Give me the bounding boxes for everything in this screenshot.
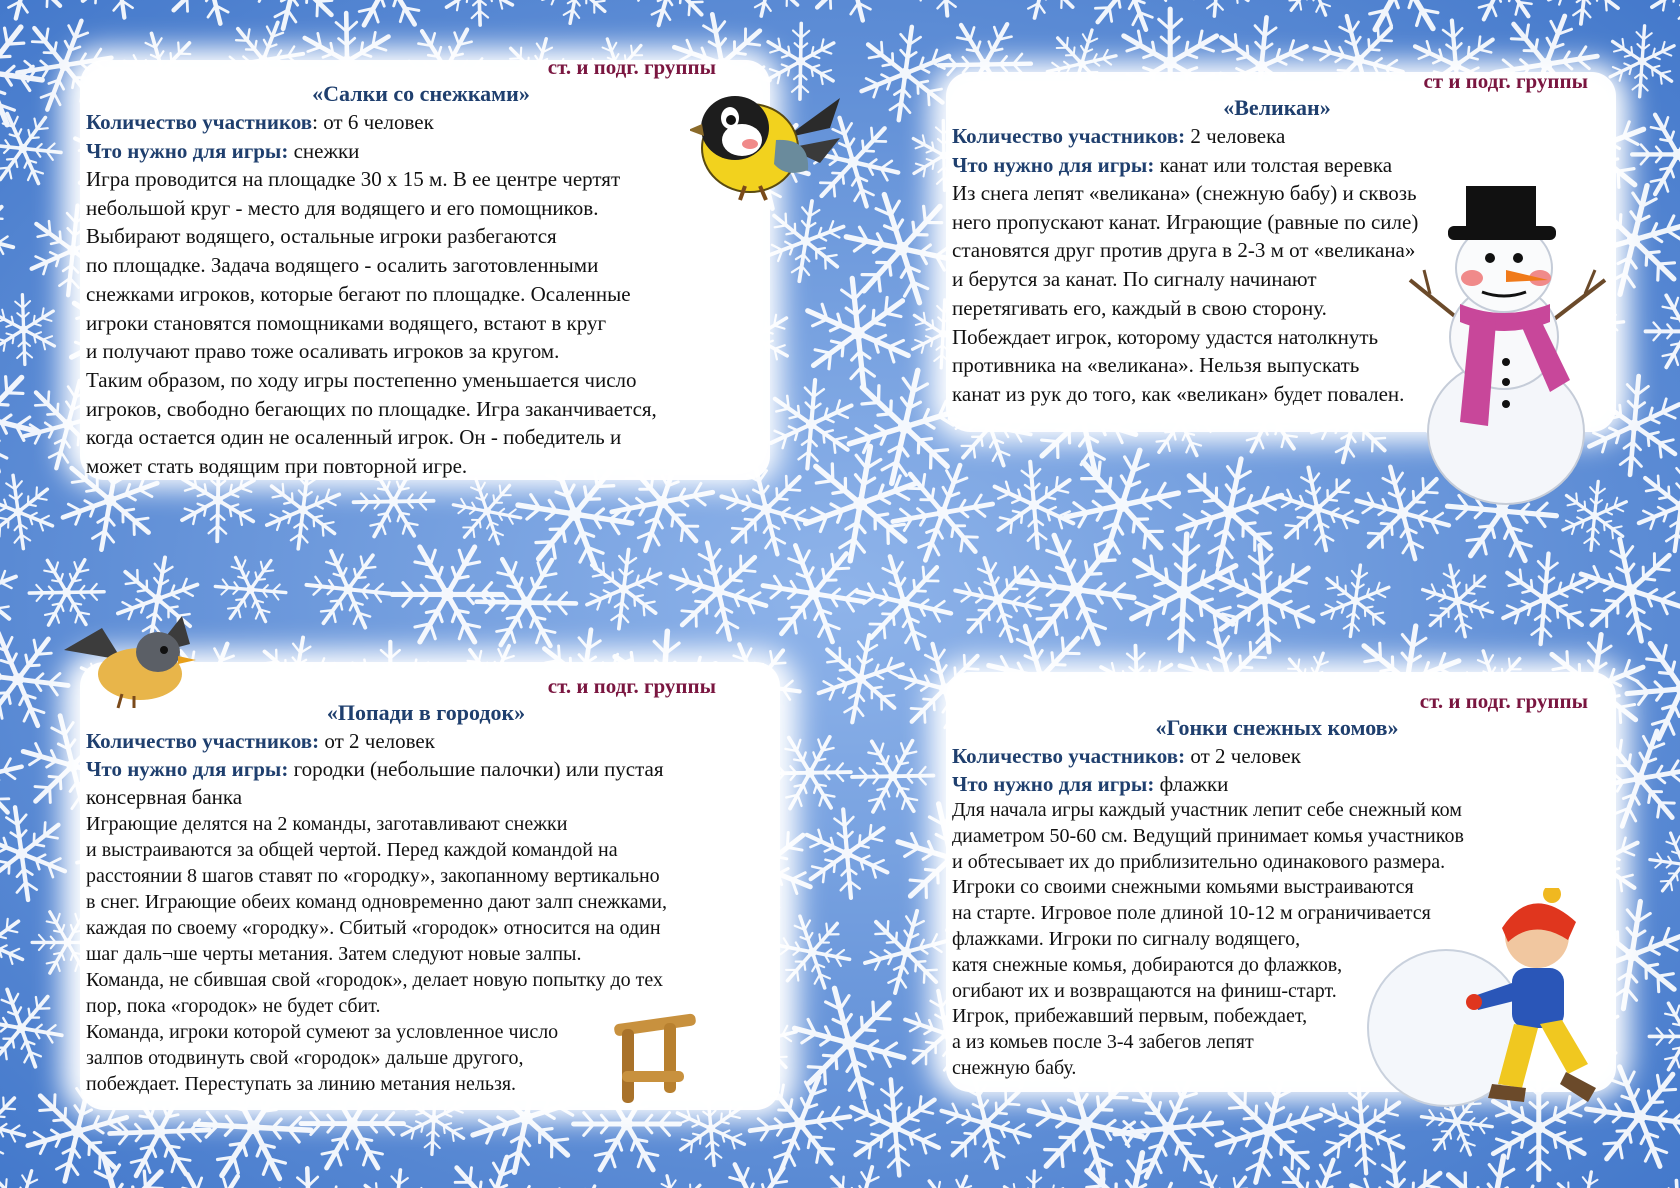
participants-line: [86, 727, 766, 755]
participants-label: Количество участников:: [952, 124, 1186, 148]
description-line: Побеждает игрок, которому удастся натолкнуть: [952, 324, 1379, 349]
needs-value: городки (небольшие палочки) или пустая: [288, 757, 664, 781]
game-title: «Великан»: [1223, 95, 1331, 120]
description-line: противника на «великана». Нельзя выпускать: [952, 353, 1360, 378]
description-line: и берутся за канат. По сигналу начинают: [952, 267, 1317, 292]
description-line: и получают право тоже осаливать игроков за кругом.: [86, 339, 560, 364]
description-line: когда остается один не осаленный игрок. Он - победитель и: [86, 425, 622, 450]
description-line: Игра проводится на площадке 30 х 15 м. В ее центре чертят: [86, 167, 621, 191]
description-line: Команда, не сбившая свой «городок», делает новую попытку до тех: [86, 969, 664, 991]
description-line: перетягивать его, каждый в свою сторону.: [952, 295, 1327, 320]
gorodki-sticks-icon: [608, 1005, 698, 1105]
participants-value: от 2 человек: [319, 729, 435, 753]
age-group-label: ст. и подг. группы: [1419, 689, 1588, 713]
description-line: Команда, игроки которой сумеют за условленное число: [86, 1021, 559, 1043]
needs-value: снежки: [288, 138, 360, 163]
description-line: на старте. Игровое поле длиной 10-12 м ограничивается: [952, 902, 1431, 925]
description-line: снежками игроков, которые бегают по площадке. Осаленные: [86, 281, 631, 306]
needs-line: [86, 137, 756, 166]
needs-line: [86, 755, 766, 783]
participants-line: [952, 742, 1602, 770]
age-group-label: ст. и подг. группы: [547, 674, 716, 698]
description-line: пор, пока «городок» не будет сбит.: [86, 995, 381, 1017]
description-line: и выстраиваются за общей чертой. Перед каждой командой на: [86, 839, 618, 861]
participants-value: 2 человека: [1185, 124, 1286, 148]
description-line: снежную бабу.: [952, 1056, 1077, 1079]
game-card-salki: [86, 54, 756, 481]
description-line: огибают их и возвращаются на финиш-старт.: [952, 979, 1337, 1002]
participants-line: [86, 108, 756, 137]
description-line: каждая по своему «городку». Сбитый «городок» относится на один: [86, 917, 661, 939]
participants-value: : от 6 человек: [312, 110, 434, 134]
description-line: Игрок, прибежавший первым, побеждает,: [952, 1005, 1308, 1028]
description-line: Выбирают водящего, остальные игроки разбегаются: [86, 224, 557, 249]
description-line: Играющие делятся на 2 команды, заготавливают снежки: [86, 813, 568, 835]
description-line: Из снега лепят «великана» (снежную бабу) и сквозь: [952, 181, 1417, 205]
participants-value: от 2 человек: [1185, 744, 1301, 768]
needs-value: флажки: [1154, 772, 1229, 796]
needs-line-continued: консервная банка: [86, 785, 243, 809]
description-line: шаг даль¬ше черты метания. Затем следуют новые залпы.: [86, 943, 582, 965]
description-line: Таким образом, по ходу игры постепенно уменьшается число: [86, 367, 637, 392]
participants-line: [952, 122, 1602, 151]
bird-titmouse-icon: [690, 78, 850, 208]
description-line: Игроки со своими снежными комьями выстраиваются: [952, 876, 1414, 899]
description-line: а из комьев после 3-4 забегов лепят: [952, 1031, 1254, 1054]
description-line: может стать водящим при повторной игре.: [86, 454, 468, 479]
description-line: игроков, свободно бегающих по площадке. Игра заканчивается,: [86, 396, 657, 421]
game-title: «Салки со снежками»: [312, 81, 530, 106]
age-group-label: ст. и подг. группы: [547, 55, 716, 79]
description-line: расстоянии 8 шагов ставят по «городку», закопанному вертикально: [86, 865, 660, 887]
age-group-label: ст и подг. группы: [1423, 69, 1588, 93]
snowman-icon: [1400, 182, 1610, 512]
description-line: игроки становятся помощниками водящего, встают в круг: [86, 310, 607, 335]
needs-label: Что нужно для игры:: [952, 772, 1155, 796]
description-line: по площадке. Задача водящего - осалить заготовленными: [86, 253, 599, 278]
needs-label: Что нужно для игры:: [86, 138, 289, 163]
needs-value: канат или толстая веревка: [1154, 152, 1393, 177]
description-line: побеждает. Переступать за линию метания нельзя.: [86, 1073, 517, 1095]
description-line: в снег. Играющие обеих команд одновременно дают залп снежками,: [86, 891, 667, 913]
description-line: канат из рук до того, как «великан» будет повален.: [952, 381, 1405, 406]
needs-line: [952, 770, 1602, 798]
child-rolling-snowball-icon: [1362, 888, 1612, 1128]
game-title: «Попади в городок»: [326, 700, 526, 725]
bird-sparrow-icon: [62, 610, 202, 710]
description-line: него пропускают канат. Играющие (равные по силе): [952, 209, 1419, 234]
participants-label: Количество участников:: [952, 744, 1186, 768]
needs-line: [952, 151, 1602, 180]
description-line: флажками. Игроки по сигналу водящего,: [952, 927, 1301, 950]
description-line: диаметром 50-60 см. Ведущий принимает комья участников: [952, 824, 1464, 847]
description-line: становятся друг против друга в 2-3 м от «великана»: [952, 238, 1416, 263]
game-description: [86, 165, 756, 481]
game-title: «Гонки снежных комов»: [1155, 715, 1399, 740]
description-line: и обтесывает их до приблизительно одинакового размера.: [952, 850, 1446, 873]
participants-label: Количество участников: [86, 110, 313, 134]
description-line: Для начала игры каждый участник лепит себе снежный ком: [952, 799, 1462, 821]
participants-label: Количество участников:: [86, 729, 320, 753]
description-line: катя снежные комья, добираются до флажков,: [952, 953, 1343, 976]
description-line: залпов отодвинуть свой «городок» дальше другого,: [86, 1047, 524, 1069]
description-line: небольшой круг - место для водящего и его помощников.: [86, 195, 599, 220]
needs-label: Что нужно для игры:: [86, 757, 289, 781]
needs-label: Что нужно для игры:: [952, 152, 1155, 177]
